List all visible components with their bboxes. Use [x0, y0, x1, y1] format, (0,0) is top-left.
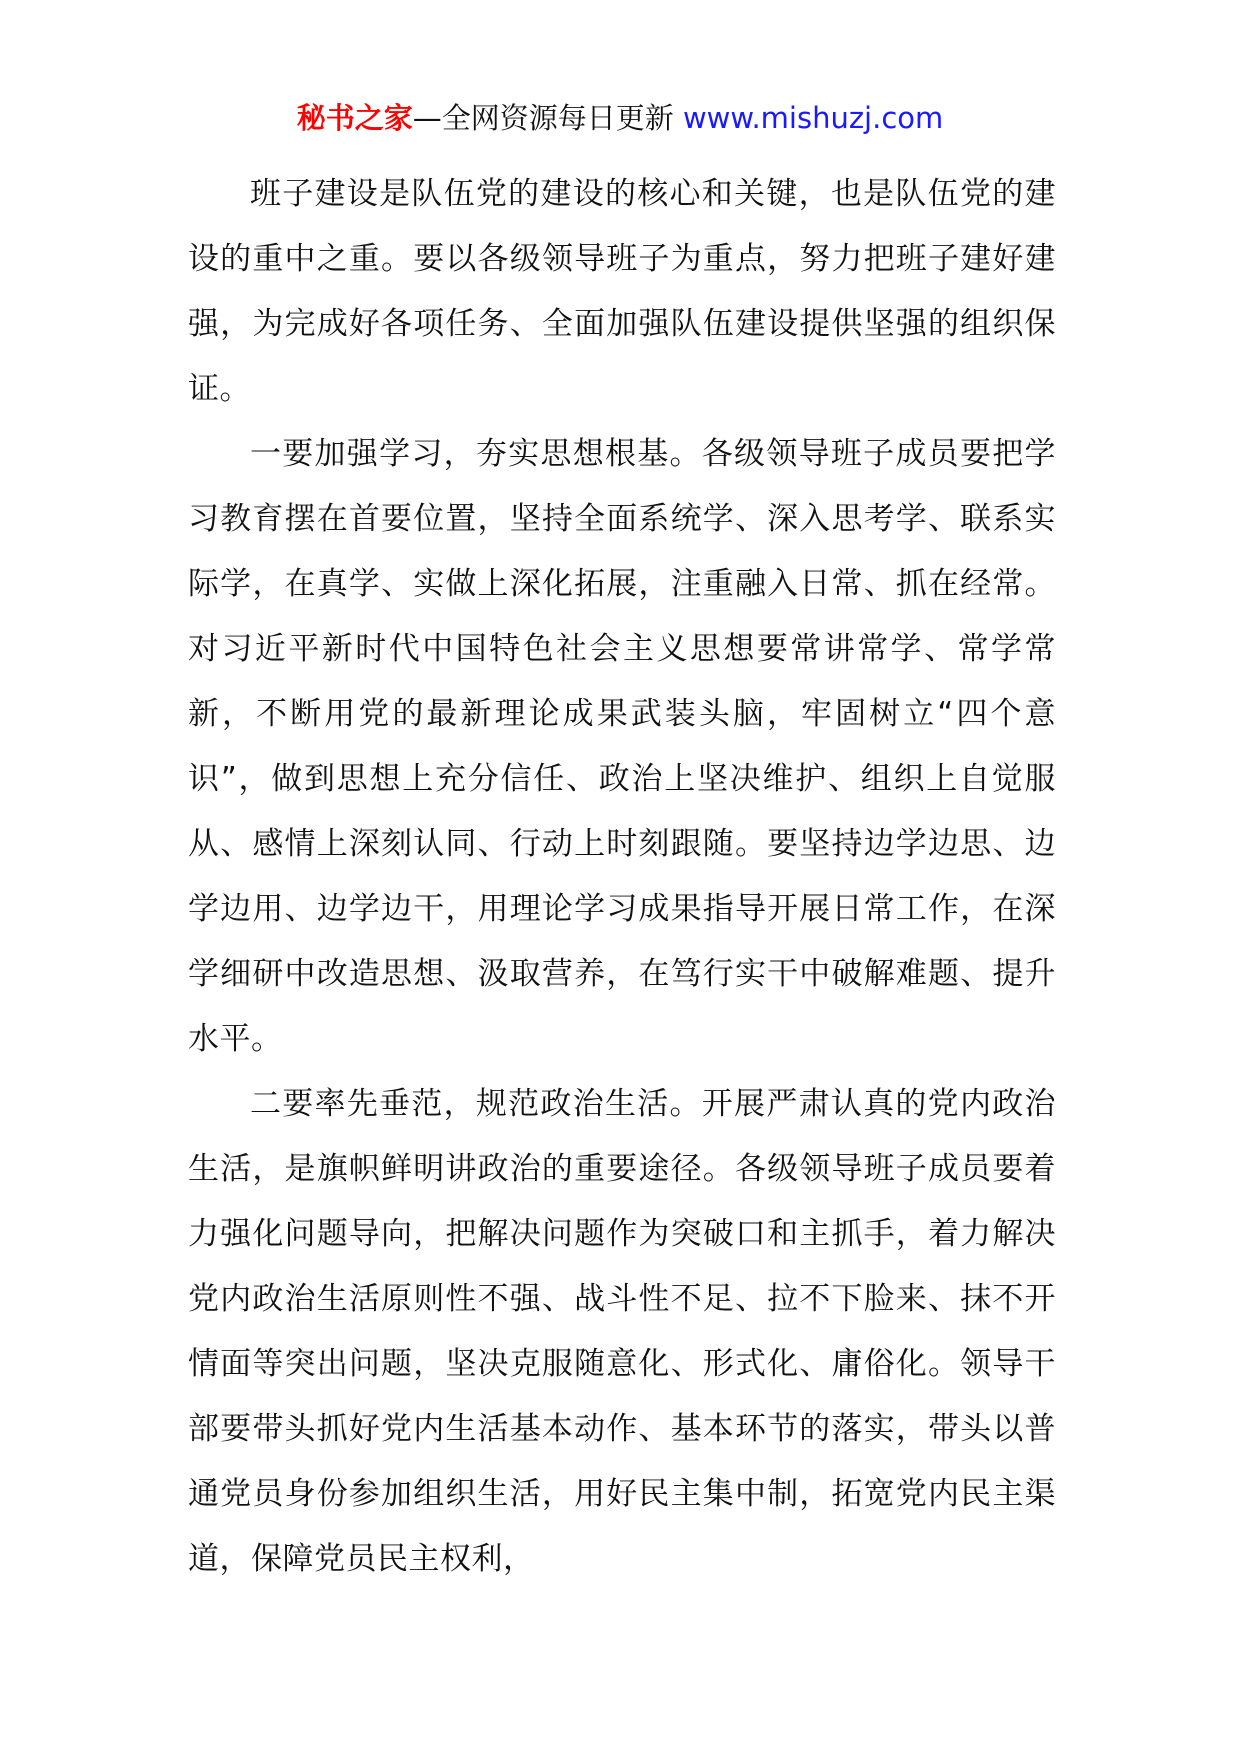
- site-url-link[interactable]: www.mishuzj.com: [682, 101, 944, 135]
- document-body: [188, 162, 1056, 1592]
- page-header: [0, 98, 1240, 138]
- paragraph-intro: 班子建设是队伍党的建设的核心和关键，也是队伍党的建设的重中之重。要以各级领导班子为重点，努力把班子建好建强，为完成好各项任务、全面加强队伍建设提供坚强的组织保证。: [188, 176, 1056, 407]
- paragraph-study: 一要加强学习，夯实思想根基。各级领导班子成员要把学习教育摆在首要位置，坚持全面系统学、深入思考学、联系实际学，在真学、实做上深化拓展，注重融入日常、抓在经常。对习近平新时代中国特色社会主义思想要常讲常学、常学常新，不断用党的最新理论成果武装头脑，牢固树立“四个意识”，做到思想上充分信任、政治上坚决维护、组织上自觉服从、感情上深刻认同、行动上时刻跟随。要坚持边学边思、边学边用、边学边干，用理论学习成果指导开展日常工作，在深学细研中改造思想、汲取营养，在笃行实干中破解难题、提升水平。: [188, 436, 1056, 1057]
- brand-name: 秘书之家: [296, 101, 413, 135]
- header-tagline: —全网资源每日更新: [412, 101, 674, 135]
- paragraph-political-life: 二要率先垂范，规范政治生活。开展严肃认真的党内政治生活，是旗帜鲜明讲政治的重要途径。各级领导班子成员要着力强化问题导向，把解决问题作为突破口和主抓手，着力解决党内政治生活原则性不强、战斗性不足、拉不下脸来、抹不开情面等突出问题，坚决克服随意化、形式化、庸俗化。领导干部要带头抓好党内生活基本动作、基本环节的落实，带头以普通党员身份参加组织生活，用好民主集中制，拓宽党内民主渠道，保障党员民主权利，: [188, 1086, 1056, 1577]
